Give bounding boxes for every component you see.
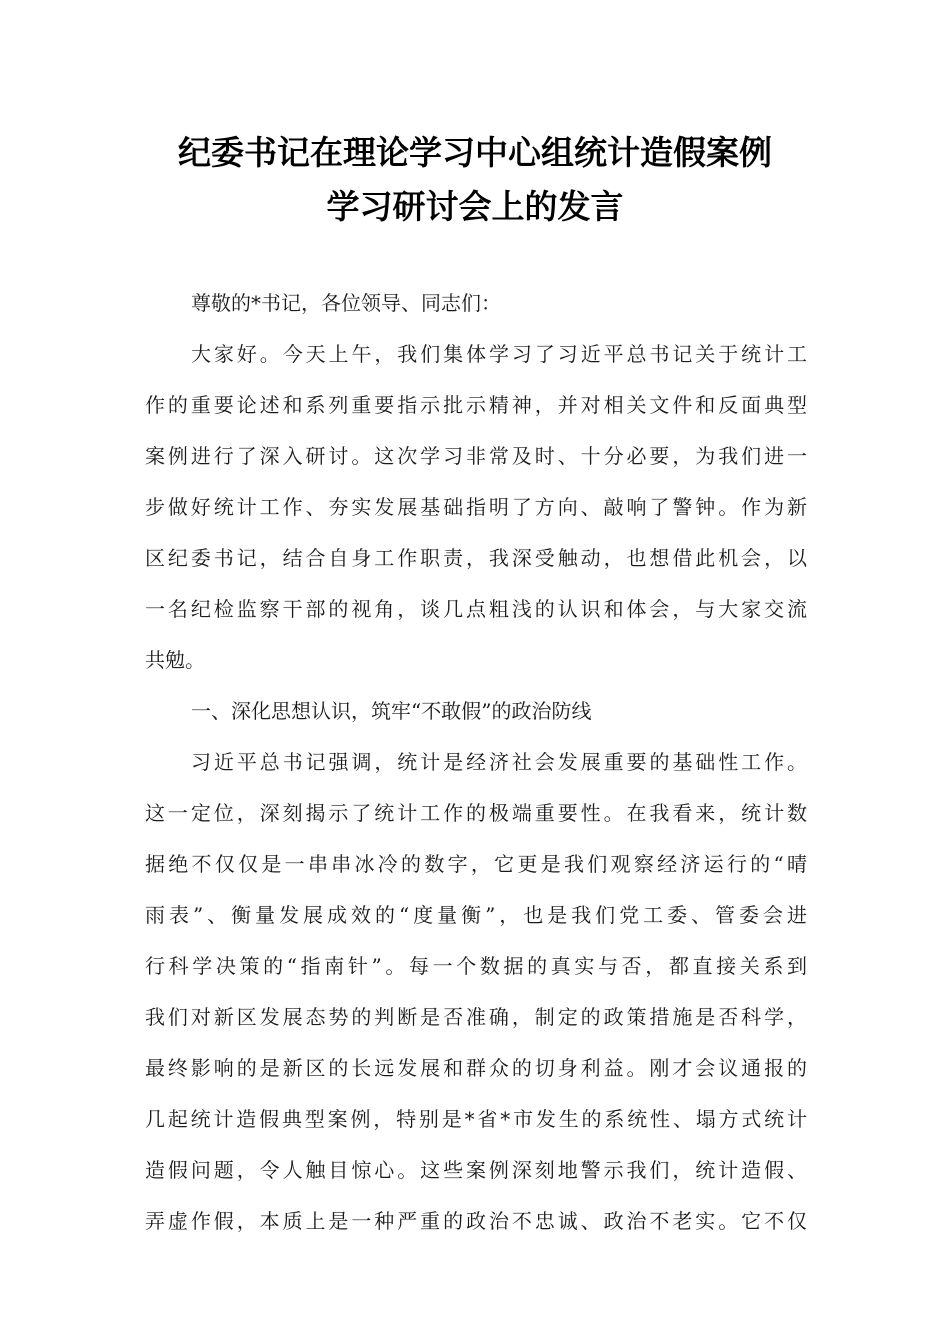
paragraph-line: 造假问题，令人触目惊心。这些案例深刻地警示我们，统计造假、 — [145, 1158, 807, 1182]
paragraph-line: 共勉。 — [145, 648, 205, 672]
paragraph-line: 据绝不仅仅是一串串冰冷的数字，它更是我们观察经济运行的“晴 — [145, 852, 807, 876]
paragraph-line: 步做好统计工作、夯实发展基础指明了方向、敲响了警钟。作为新 — [145, 495, 807, 519]
paragraph-line: 案例进行了深入研讨。这次学习非常及时、十分必要，为我们进一 — [145, 444, 807, 468]
paragraph-line: 弄虚作假，本质上是一种严重的政治不忠诚、政治不老实。它不仅 — [145, 1209, 807, 1233]
section-heading: 一、深化思想认识，筑牢“不敢假”的政治防线 — [191, 699, 592, 723]
paragraph-line: 习近平总书记强调，统计是经济社会发展重要的基础性工作。 — [191, 750, 807, 774]
document-body — [145, 278, 807, 1247]
document-title-line-1: 纪委书记在理论学习中心组统计造假案例 — [178, 133, 772, 172]
paragraph-line: 一名纪检监察干部的视角，谈几点粗浅的认识和体会，与大家交流 — [145, 597, 807, 621]
paragraph-line: 这一定位，深刻揭示了统计工作的极端重要性。在我看来，统计数 — [145, 801, 807, 825]
paragraph-line: 最终影响的是新区的长远发展和群众的切身利益。刚才会议通报的 — [145, 1056, 807, 1080]
paragraph-line: 雨表”、衡量发展成效的“度量衡”，也是我们党工委、管委会进 — [145, 903, 807, 927]
paragraph-line: 区纪委书记，结合自身工作职责，我深受触动，也想借此机会，以 — [145, 546, 807, 570]
document-title-line-2: 学习研讨会上的发言 — [326, 187, 624, 226]
paragraph-line: 作的重要论述和系列重要指示批示精神，并对相关文件和反面典型 — [145, 393, 807, 417]
paragraph-line: 行科学决策的“指南针”。每一个数据的真实与否，都直接关系到 — [145, 954, 807, 978]
paragraph-line: 几起统计造假典型案例，特别是*省*市发生的系统性、塌方式统计 — [145, 1107, 807, 1131]
paragraph-line: 我们对新区发展态势的判断是否准确，制定的政策措施是否科学， — [145, 1005, 807, 1029]
salutation: 尊敬的*书记，各位领导、同志们： — [191, 291, 501, 315]
paragraph-line: 大家好。今天上午，我们集体学习了习近平总书记关于统计工 — [191, 342, 807, 366]
